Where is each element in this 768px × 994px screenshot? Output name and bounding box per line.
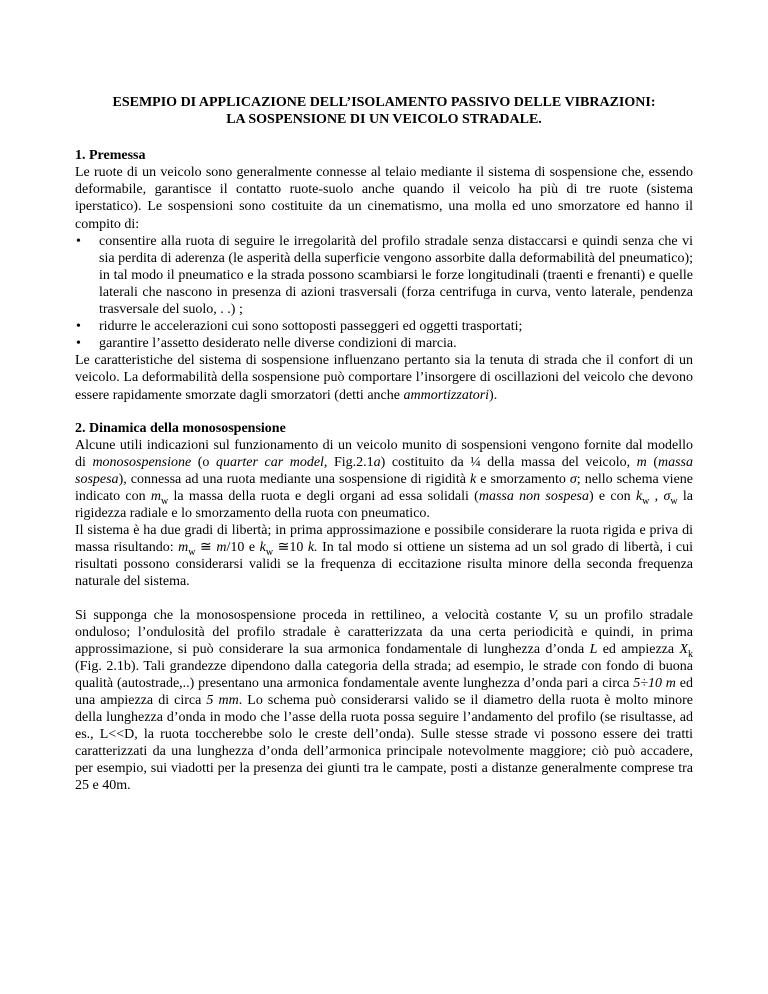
dinamica-paragraph-2: Il sistema è ha due gradi di libertà; in prima approssimazione e possibile considerare la ruota rigida e priva di massa risultando: $m_w$ ≅ m/10 e $k_w$ ≅10 k. In tal modo si ottiene un sistema ad un sol grado di libertà, i cui risultati possono considerarsi validi se la frequenza di eccitazione risulta minore della seconda frequenza naturale del sistema. xyxy=(75,523,694,590)
bullet-icon: • xyxy=(76,233,81,249)
bullet-icon: • xyxy=(76,319,81,335)
section-dinamica xyxy=(75,420,693,795)
list-item: • consentire alla ruota di seguire le irregolarità del profilo stradale senza distaccarsi e quindi senza che vi sia perdita di aderenza (le asperità della superficie vengono assorbite dalla deformabilità del pneumatico); in tal modo il pneumatico e la strada possono scambiarsi le forze longitudinali (traenti e frenanti) e quelle laterali che nascono in presenza di azioni trasversali (forza centrifuga in curva, vento laterale, pendenza trasversale del suolo, . .) ; xyxy=(76,233,693,318)
spacer xyxy=(75,404,693,420)
document-title xyxy=(75,94,693,128)
premessa-intro: Le ruote di un veicolo sono generalmente connesse al telaio mediante il sistema di sospensione che, essendo deformabile, garantisce il contatto ruote-suolo anche quando il veicolo ha più di tre ruote (sistema iperstatico). Le sospensioni sono costituite da un cinematismo, una molla ed uno smorzatore ed hanno il compito di: xyxy=(75,165,693,232)
bullet-icon: • xyxy=(76,336,81,352)
list-item: • garantire l’assetto desiderato nelle diverse condizioni di marcia. xyxy=(76,336,457,352)
spacer xyxy=(75,591,693,607)
dinamica-paragraph-1: Alcune utili indicazioni sul funzionamento di un veicolo munito di sospensioni vengono fornite dal modello di monosospensione (o quarter car model, Fig.2.1a) costituito da ¼ della massa del veicolo, m (massa sospesa), connessa ad una ruota mediante una sospensione di rigidità k e smorzamento σ; nello schema viene indicato con $m_w$ la massa della ruota e degli organi ad essa solidali (massa non sospesa) e con $k_w$ , $\sigma_w$ la rigidezza radiale e lo smorzamento della ruota con pneumatico. xyxy=(75,437,693,522)
requirements-list xyxy=(75,233,693,353)
section-premessa xyxy=(75,147,693,403)
section-heading-dinamica: 2. Dinamica della monosospensione xyxy=(75,420,286,436)
list-item: • ridurre le accelerazioni cui sono sottoposti passeggeri ed oggetti trasportati; xyxy=(76,319,523,335)
section-heading-premessa: 1. Premessa xyxy=(75,148,146,164)
title-line-1: ESEMPIO DI APPLICAZIONE DELL’ISOLAMENTO PASSIVO DELLE VIBRAZIONI: xyxy=(112,95,656,110)
document-page xyxy=(75,94,693,795)
premessa-closing: Le caratteristiche del sistema di sospensione influenzano pertanto sia la tenuta di strada che il confort di un veicolo. La deformabilità della sospensione può comportare l’insorgere di oscillazioni del veicolo che devono essere rapidamente smorzate dagli smorzatori (detti anche ammortizzatori). xyxy=(75,353,693,403)
title-line-2: LA SOSPENSIONE DI UN VEICOLO STRADALE. xyxy=(226,112,542,128)
dinamica-paragraph-3: Si supponga che la monosospensione proceda in rettilineo, a velocità costante V, su un profilo stradale onduloso; l’ondulosità del profilo stradale è caratterizzata da una certa periodicità e quindi, in prima approssimazione, si può considerare la sua armonica fondamentale di lunghezza d’onda L ed ampiezza $X_k$ (Fig. 2.1b). Tali grandezze dipendono dalla categoria della strada; ad esempio, le strade con fondo di buona qualità (autostrade,..) presentano una armonica fondamentale avente lunghezza d’onda pari a circa 5÷10 m ed una ampiezza di circa 5 mm. Lo schema può considerarsi valido se il diametro della ruota è molto minore della lunghezza d’onda in modo che l’asse della ruota possa seguire l’andamento del profilo (se risultasse, ad es., L<<D, la ruota toccherebbe solo le creste dell’onda). Sulle stesse strade vi possono essere dei tratti caratterizzati da una lunghezza d’onda dell’armonica principale notevolmente maggiore; ciò può accadere, per esempio, sui viadotti per la presenza dei giunti tra le campate, posti a distanze generalmente comprese tra 25 e 40m. xyxy=(75,607,694,794)
